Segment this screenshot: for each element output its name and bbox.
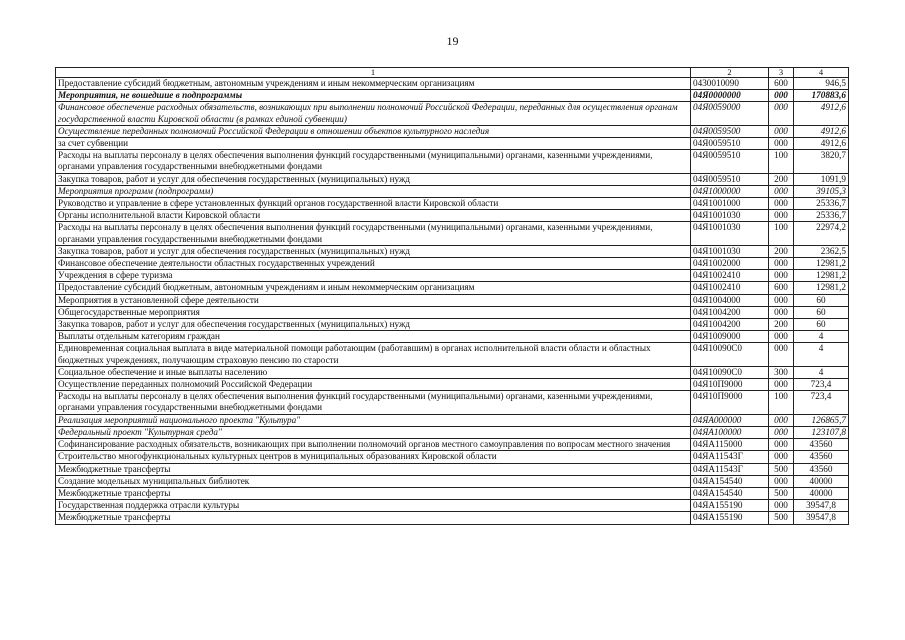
table-row bbox=[56, 270, 849, 282]
row-type-cell: 000 bbox=[769, 198, 794, 210]
row-type-cell: 000 bbox=[769, 125, 794, 137]
row-type-cell: 500 bbox=[769, 512, 794, 524]
row-type-cell: 000 bbox=[769, 138, 794, 150]
row-code-cell: 04ЯА155190 bbox=[691, 500, 769, 512]
header-col-2: 2 bbox=[691, 68, 769, 78]
row-name-cell: Мероприятия в установленной сфере деятельности bbox=[56, 294, 691, 306]
table-row bbox=[56, 331, 849, 343]
row-name-cell: Руководство и управление в сфере установленных функций органов государственной власти Кировской области bbox=[56, 198, 691, 210]
row-amount-cell: 22974,2 bbox=[794, 222, 849, 245]
table-row bbox=[56, 487, 849, 499]
table-row bbox=[56, 512, 849, 524]
row-code-cell: 04Я10090С0 bbox=[691, 343, 769, 366]
row-type-cell: 300 bbox=[769, 366, 794, 378]
row-name-cell: Финансовое обеспечение деятельности областных государственных учреждений bbox=[56, 258, 691, 270]
row-amount-cell: 4912,6 bbox=[794, 102, 849, 125]
table-row bbox=[56, 102, 849, 125]
row-name-cell: Осуществление переданных полномочий Российской Федерации в отношении объектов культурного наследия bbox=[56, 125, 691, 137]
table-row bbox=[56, 90, 849, 102]
row-code-cell: 04Я0059510 bbox=[691, 138, 769, 150]
row-name-cell: Государственная поддержка отрасли культуры bbox=[56, 500, 691, 512]
table-row bbox=[56, 294, 849, 306]
row-code-cell: 04Я10090С0 bbox=[691, 366, 769, 378]
row-type-cell: 000 bbox=[769, 185, 794, 197]
row-amount-cell: 39547,8 bbox=[794, 512, 849, 524]
row-type-cell: 100 bbox=[769, 391, 794, 414]
row-code-cell: 04Я1000000 bbox=[691, 185, 769, 197]
row-name-cell: Реализация мероприятий национального проекта "Культура" bbox=[56, 414, 691, 426]
row-amount-cell: 126865,7 bbox=[794, 414, 849, 426]
row-code-cell: 04ЯА115000 bbox=[691, 439, 769, 451]
row-name-cell: Мероприятия программ (подпрограмм) bbox=[56, 185, 691, 197]
row-type-cell: 500 bbox=[769, 463, 794, 475]
row-type-cell: 000 bbox=[769, 500, 794, 512]
row-name-cell: Строительство многофункциональных культурных центров в муниципальных образованиях Кировской области bbox=[56, 451, 691, 463]
row-amount-cell: 4 bbox=[794, 331, 849, 343]
row-amount-cell: 25336,7 bbox=[794, 198, 849, 210]
row-amount-cell: 25336,7 bbox=[794, 210, 849, 222]
row-code-cell: 04ЯА000000 bbox=[691, 414, 769, 426]
row-amount-cell: 12981,2 bbox=[794, 258, 849, 270]
row-type-cell: 000 bbox=[769, 439, 794, 451]
header-col-1: 1 bbox=[56, 68, 691, 78]
row-name-cell: Расходы на выплаты персоналу в целях обеспечения выполнения функций государственными (муниципальными) органами, казенными учреждениями, органами управления государственными внебюджетными фондами bbox=[56, 222, 691, 245]
row-code-cell: 04Я1004200 bbox=[691, 306, 769, 318]
row-amount-cell: 946,5 bbox=[794, 78, 849, 90]
row-amount-cell: 40000 bbox=[794, 487, 849, 499]
row-type-cell: 000 bbox=[769, 270, 794, 282]
row-amount-cell: 2362,5 bbox=[794, 245, 849, 257]
row-code-cell: 04ЯА154540 bbox=[691, 475, 769, 487]
row-type-cell: 000 bbox=[769, 306, 794, 318]
row-amount-cell: 3820,7 bbox=[794, 150, 849, 173]
row-amount-cell: 12981,2 bbox=[794, 282, 849, 294]
row-amount-cell: 4912,6 bbox=[794, 138, 849, 150]
table-row bbox=[56, 439, 849, 451]
table-row bbox=[56, 138, 849, 150]
row-name-cell: Расходы на выплаты персоналу в целях обеспечения выполнения функций государственными (муниципальными) органами, казенными учреждениями, органами управления государственными внебюджетными фондами bbox=[56, 391, 691, 414]
row-name-cell: Межбюджетные трансферты bbox=[56, 512, 691, 524]
row-name-cell: Осуществление переданных полномочий Российской Федерации bbox=[56, 379, 691, 391]
row-code-cell: 04Я0059500 bbox=[691, 125, 769, 137]
row-code-cell: 04ЯА154540 bbox=[691, 487, 769, 499]
table-row bbox=[56, 150, 849, 173]
row-name-cell: Социальное обеспечение и иные выплаты населению bbox=[56, 366, 691, 378]
row-type-cell: 000 bbox=[769, 379, 794, 391]
row-type-cell: 000 bbox=[769, 210, 794, 222]
row-name-cell: Межбюджетные трансферты bbox=[56, 487, 691, 499]
row-type-cell: 600 bbox=[769, 78, 794, 90]
row-name-cell: Федеральный проект "Культурная среда" bbox=[56, 426, 691, 438]
row-type-cell: 600 bbox=[769, 282, 794, 294]
row-code-cell: 04ЯА11543Г bbox=[691, 451, 769, 463]
row-type-cell: 200 bbox=[769, 173, 794, 185]
row-name-cell: Софинансирование расходных обязательств, возникающих при выполнении полномочий органов местного самоуправления по вопросам местного значения bbox=[56, 439, 691, 451]
row-type-cell: 200 bbox=[769, 245, 794, 257]
table-row bbox=[56, 185, 849, 197]
header-col-3: 3 bbox=[769, 68, 794, 78]
row-code-cell: 04Я1002410 bbox=[691, 270, 769, 282]
table-row bbox=[56, 173, 849, 185]
row-amount-cell: 43560 bbox=[794, 463, 849, 475]
row-amount-cell: 723,4 bbox=[794, 379, 849, 391]
table-row bbox=[56, 343, 849, 366]
table-row bbox=[56, 319, 849, 331]
row-name-cell: Закупка товаров, работ и услуг для обеспечения государственных (муниципальных) нужд bbox=[56, 173, 691, 185]
row-type-cell: 000 bbox=[769, 343, 794, 366]
row-code-cell: 04Я1001030 bbox=[691, 210, 769, 222]
row-type-cell: 000 bbox=[769, 102, 794, 125]
row-code-cell: 04ЯА155190 bbox=[691, 512, 769, 524]
row-name-cell: Предоставление субсидий бюджетным, автономным учреждениям и иным некоммерческим организациям bbox=[56, 78, 691, 90]
header-col-4: 4 bbox=[794, 68, 849, 78]
row-amount-cell: 1091,9 bbox=[794, 173, 849, 185]
row-type-cell: 000 bbox=[769, 90, 794, 102]
table-row bbox=[56, 125, 849, 137]
budget-table bbox=[55, 67, 849, 525]
row-amount-cell: 60 bbox=[794, 306, 849, 318]
row-type-cell: 000 bbox=[769, 258, 794, 270]
table-row bbox=[56, 366, 849, 378]
row-type-cell: 100 bbox=[769, 222, 794, 245]
row-type-cell: 000 bbox=[769, 475, 794, 487]
row-amount-cell: 43560 bbox=[794, 439, 849, 451]
row-code-cell: 04Я1004200 bbox=[691, 319, 769, 331]
row-amount-cell: 60 bbox=[794, 319, 849, 331]
row-code-cell: 04Я1004000 bbox=[691, 294, 769, 306]
row-name-cell: Закупка товаров, работ и услуг для обеспечения государственных (муниципальных) нужд bbox=[56, 245, 691, 257]
row-type-cell: 000 bbox=[769, 426, 794, 438]
row-type-cell: 500 bbox=[769, 487, 794, 499]
row-code-cell: 04Я0000000 bbox=[691, 90, 769, 102]
row-amount-cell: 4 bbox=[794, 366, 849, 378]
table-row bbox=[56, 426, 849, 438]
row-type-cell: 000 bbox=[769, 414, 794, 426]
row-amount-cell: 39547,8 bbox=[794, 500, 849, 512]
row-code-cell: 04Я1002410 bbox=[691, 282, 769, 294]
table-row bbox=[56, 245, 849, 257]
page-number: 19 bbox=[446, 34, 459, 48]
table-row bbox=[56, 282, 849, 294]
row-name-cell: Межбюджетные трансферты bbox=[56, 463, 691, 475]
table-row bbox=[56, 463, 849, 475]
row-code-cell: 04Я1001000 bbox=[691, 198, 769, 210]
table-row bbox=[56, 222, 849, 245]
table-row bbox=[56, 414, 849, 426]
row-code-cell: 04Я10П9000 bbox=[691, 391, 769, 414]
row-type-cell: 000 bbox=[769, 451, 794, 463]
table-row bbox=[56, 391, 849, 414]
row-code-cell: 04Я0059000 bbox=[691, 102, 769, 125]
row-name-cell: Учреждения в сфере туризма bbox=[56, 270, 691, 282]
row-code-cell: 04Я1009000 bbox=[691, 331, 769, 343]
row-name-cell: Общегосударственные мероприятия bbox=[56, 306, 691, 318]
table-row bbox=[56, 475, 849, 487]
row-amount-cell: 43560 bbox=[794, 451, 849, 463]
row-amount-cell: 40000 bbox=[794, 475, 849, 487]
row-amount-cell: 170883,6 bbox=[794, 90, 849, 102]
row-code-cell: 0430010090 bbox=[691, 78, 769, 90]
table-row bbox=[56, 451, 849, 463]
table-row bbox=[56, 258, 849, 270]
row-name-cell: Финансовое обеспечение расходных обязательств, возникающих при выполнении полномочий Российской Федерации, переданных для осуществления органам государственной власти Кировской области (в рамках единой субвенции) bbox=[56, 102, 691, 125]
row-code-cell: 04Я1001030 bbox=[691, 222, 769, 245]
row-name-cell: за счет субвенции bbox=[56, 138, 691, 150]
row-name-cell: Органы исполнительной власти Кировской области bbox=[56, 210, 691, 222]
row-amount-cell: 723,4 bbox=[794, 391, 849, 414]
row-code-cell: 04ЯА100000 bbox=[691, 426, 769, 438]
row-code-cell: 04Я0059510 bbox=[691, 150, 769, 173]
row-type-cell: 000 bbox=[769, 294, 794, 306]
row-name-cell: Предоставление субсидий бюджетным, автономным учреждениям и иным некоммерческим организациям bbox=[56, 282, 691, 294]
row-name-cell: Закупка товаров, работ и услуг для обеспечения государственных (муниципальных) нужд bbox=[56, 319, 691, 331]
row-amount-cell: 39105,3 bbox=[794, 185, 849, 197]
table-header-row bbox=[56, 68, 849, 78]
row-amount-cell: 4 bbox=[794, 343, 849, 366]
row-amount-cell: 60 bbox=[794, 294, 849, 306]
row-type-cell: 200 bbox=[769, 319, 794, 331]
row-code-cell: 04Я10П9000 bbox=[691, 379, 769, 391]
row-type-cell: 000 bbox=[769, 331, 794, 343]
row-name-cell: Расходы на выплаты персоналу в целях обеспечения выполнения функций государственными (муниципальными) органами, казенными учреждениями, органами управления государственными внебюджетными фондами bbox=[56, 150, 691, 173]
table-row bbox=[56, 306, 849, 318]
row-code-cell: 04Я0059510 bbox=[691, 173, 769, 185]
row-code-cell: 04Я1001030 bbox=[691, 245, 769, 257]
table-row bbox=[56, 500, 849, 512]
row-name-cell: Мероприятия, не вошедшие в подпрограммы bbox=[56, 90, 691, 102]
row-name-cell: Создание модельных муниципальных библиотек bbox=[56, 475, 691, 487]
row-code-cell: 04Я1002000 bbox=[691, 258, 769, 270]
row-type-cell: 100 bbox=[769, 150, 794, 173]
table-row bbox=[56, 198, 849, 210]
table-row bbox=[56, 210, 849, 222]
row-amount-cell: 123107,8 bbox=[794, 426, 849, 438]
row-code-cell: 04ЯА11543Г bbox=[691, 463, 769, 475]
row-name-cell: Выплаты отдельным категориям граждан bbox=[56, 331, 691, 343]
row-amount-cell: 4912,6 bbox=[794, 125, 849, 137]
table-row bbox=[56, 379, 849, 391]
row-name-cell: Единовременная социальная выплата в виде материальной помощи работающим (работавшим) в органах исполнительной власти области и областных бюджетных учреждениях, получающим страховую пенсию по старости bbox=[56, 343, 691, 366]
row-amount-cell: 12981,2 bbox=[794, 270, 849, 282]
table-row bbox=[56, 78, 849, 90]
